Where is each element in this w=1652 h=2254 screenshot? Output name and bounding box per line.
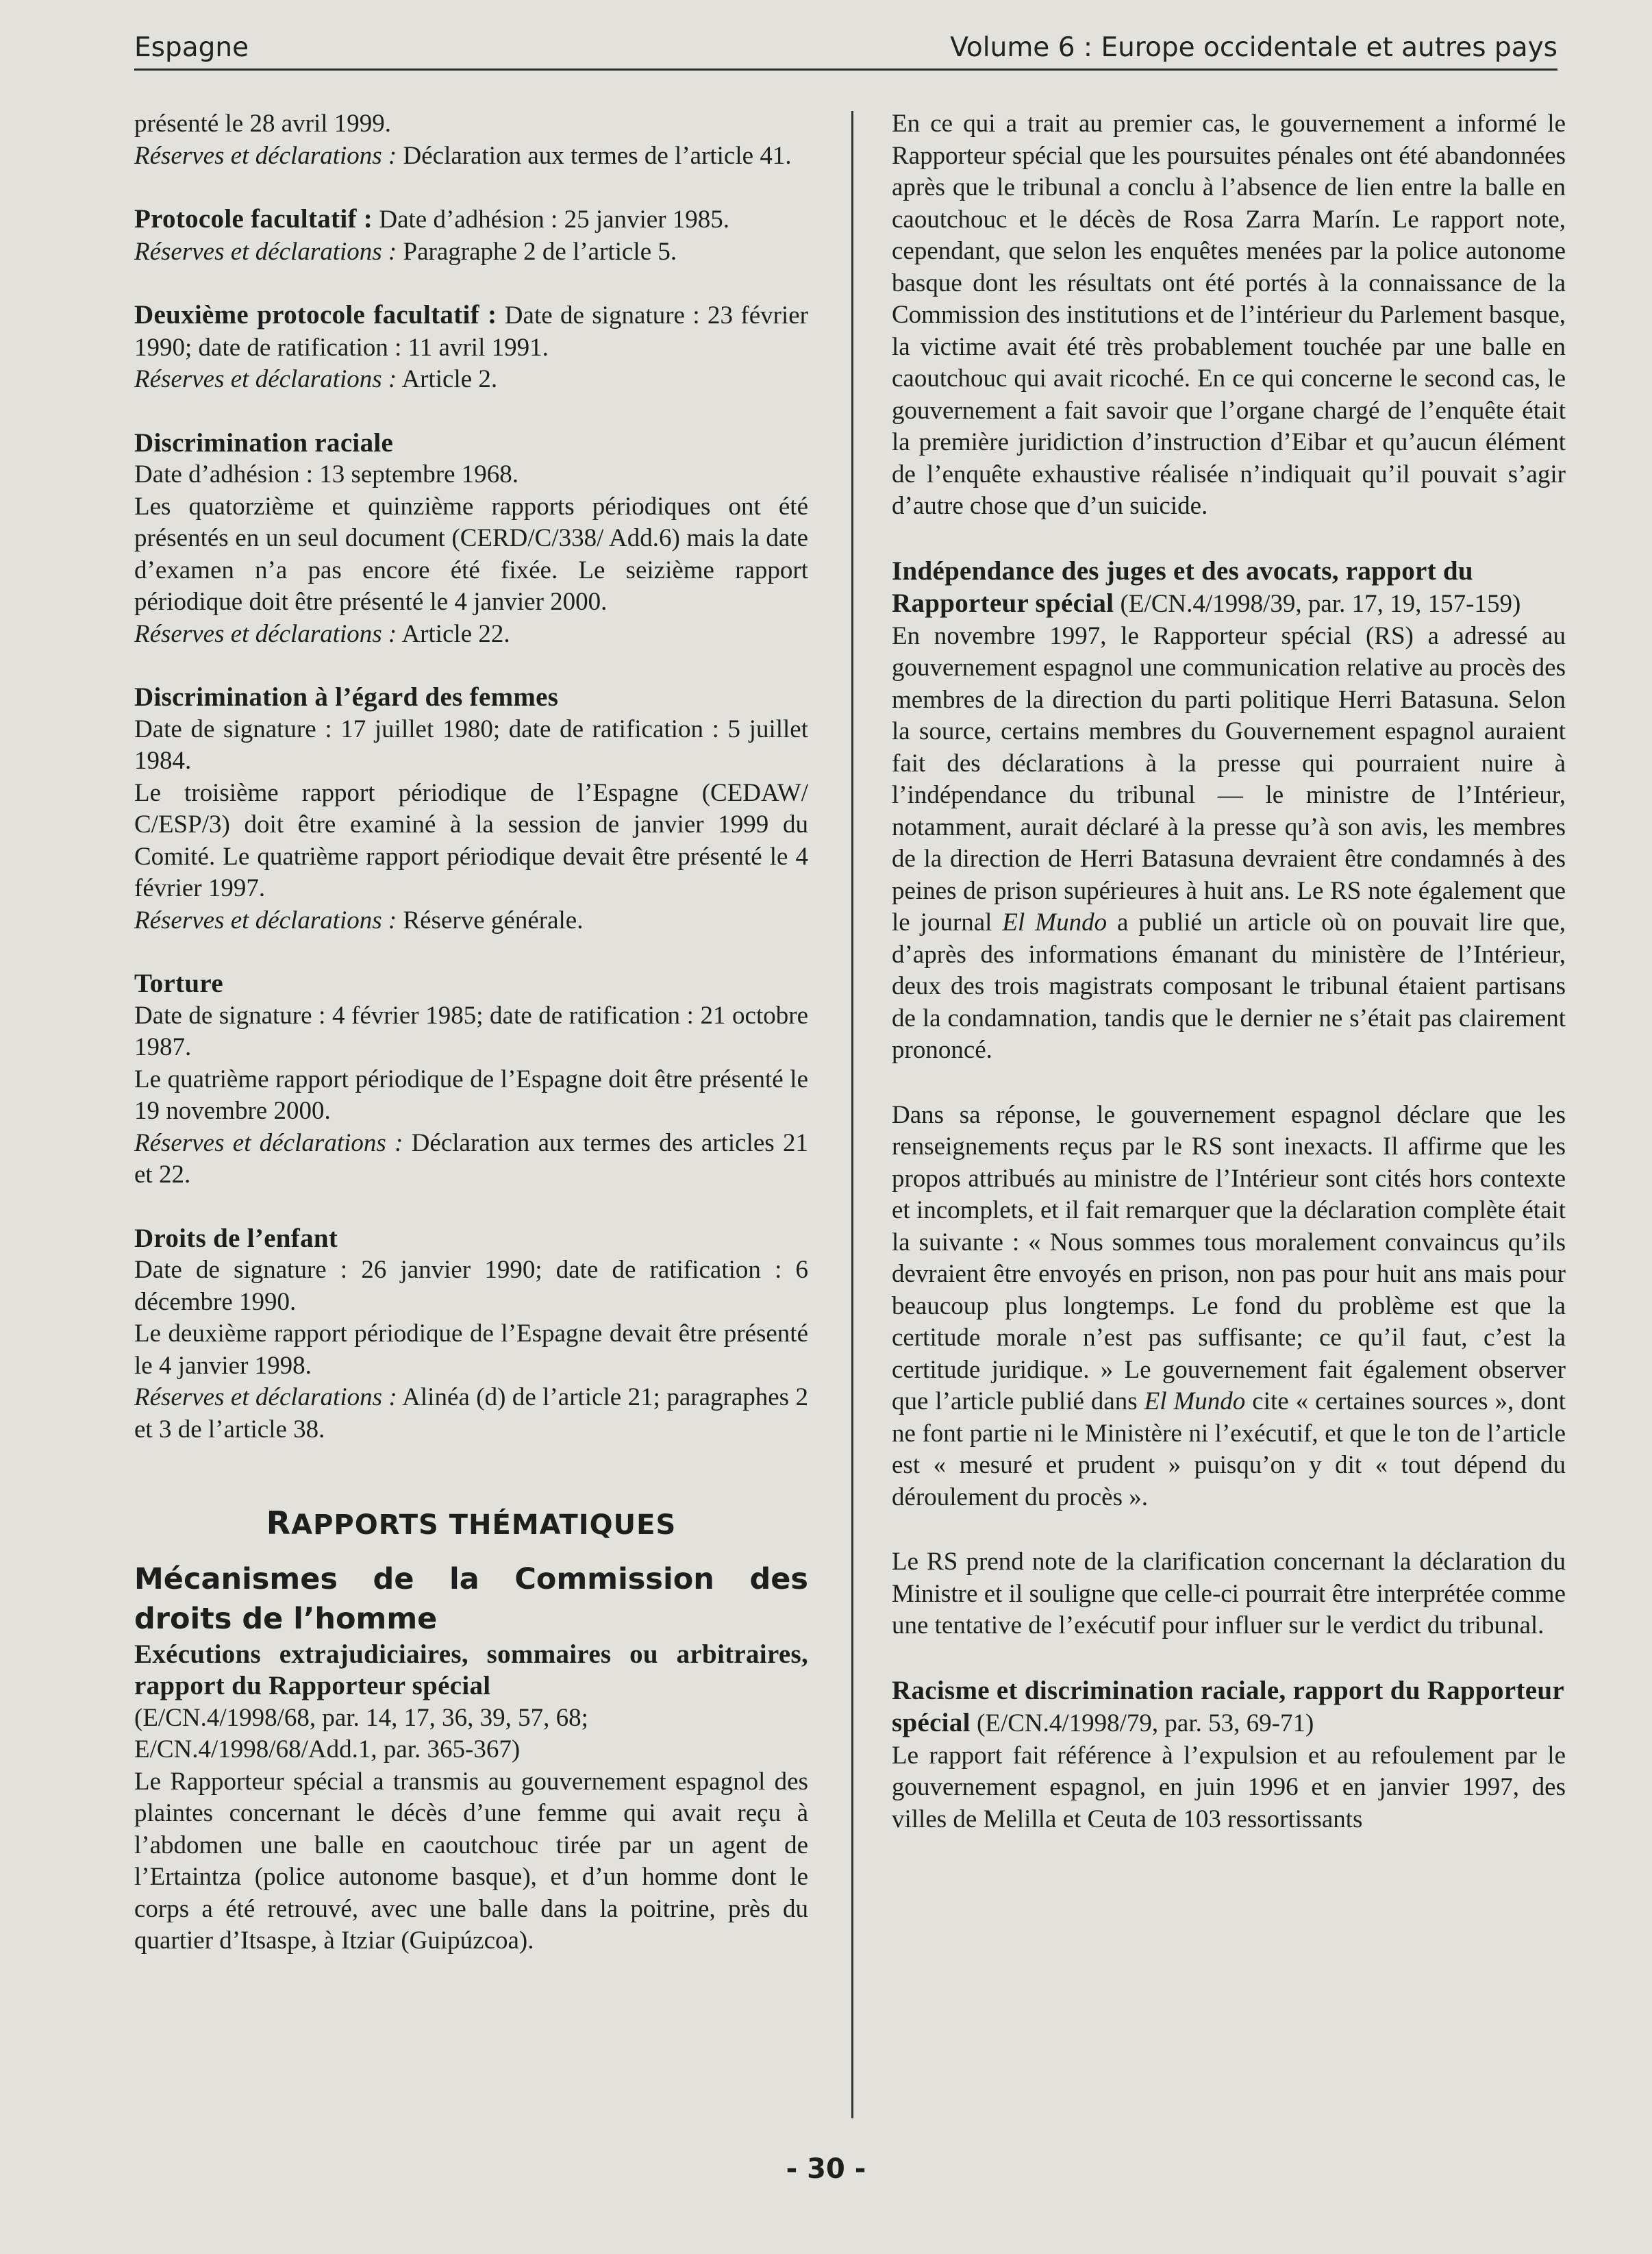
- independance-ref: (E/CN.4/1998/39, par. 17, 19, 157-159): [1114, 590, 1521, 618]
- reserves-label: Réserves et déclarations :: [134, 1383, 397, 1411]
- executions-text: Le Rapporteur spécial a transmis au gouvernement espagnol des plaintes concernant le décès d’une femme qui avait reçu à l’abdomen une balle en caoutchouc tirée par un agent de l’Ertaintza (police autonome basque), et d’un homme dont le corps a été retrouvé, avec une balle dans la poitrine, près du quartier d’Itsaspe, à Itziar (Guipúzcoa).: [134, 1767, 808, 1955]
- adhesion-date: Date d’adhésion : 13 septembre 1968.: [134, 460, 519, 488]
- intro-section: [134, 108, 808, 172]
- protocole-section: [134, 203, 808, 268]
- executions-title: Exécutions extrajudiciaires, sommaires ou arbitraires, rapport du Rapporteur spécial: [134, 1639, 808, 1700]
- reserves-text: Réserve générale.: [397, 906, 584, 934]
- paragraph-clarification: Le RS prend note de la clarification concernant la déclaration du Ministre et il souligne que celle-ci pourrait être interprétée comme une tentative de l’exécutif pour influer sur le verdict du tribunal.: [892, 1548, 1566, 1639]
- racisme-text: Le rapport fait référence à l’expulsion et au refoulement par le gouvernement espagnol, en juin 1996 et en janvier 1997, des villes de Melilla et Ceuta de 103 ressortissants: [892, 1741, 1566, 1833]
- racisme-ref: (E/CN.4/1998/79, par. 53, 69-71): [970, 1709, 1314, 1737]
- racisme-title: Racisme et discrimination raciale, rapport du Rapporteur spécial: [892, 1675, 1564, 1737]
- protocole-title: Protocole facultatif :: [134, 204, 373, 234]
- left-column: [134, 108, 808, 1957]
- column-divider: [851, 111, 853, 2118]
- deuxieme-protocole-section: [134, 299, 808, 396]
- signature-dates: Date de signature : 17 juillet 1980; date de ratification : 5 juillet 1984.: [134, 715, 808, 775]
- reserves-label: Réserves et déclarations :: [134, 619, 397, 648]
- reserves-label: Réserves et déclarations :: [134, 365, 397, 393]
- discrimination-femmes-title: Discrimination à l’égard des femmes: [134, 682, 559, 712]
- reponse-text-b: cite « certaines sources », dont ne font partie ni le Ministère ni l’exécutif, et que le ton de l’article est « mesuré et prudent » puisqu’on y dit « tout dépend du déroulement du procès ».: [892, 1387, 1566, 1511]
- reponse-text-a: Dans sa réponse, le gouvernement espagnol déclare que les renseignements reçus par le RS sont inexacts. Il affirme que les propos attribués au ministre de l’Intérieur sont cités hors contexte et incomplets, et il fait remarquer que la déclaration complète était la suivante : « Nous sommes tous moralement convaincus qu’ils devraient être envoyés en prison, non pas pour huit ans mais pour beaucoup plus longtemps. Le fond du problème est que la certitude morale n’est pas suffisante; ce qu’il faut, c’est la certitude juridique. » Le gouvernement fait également observer que l’article publié dans: [892, 1100, 1566, 1415]
- reserves-label: Réserves et déclarations :: [134, 237, 397, 266]
- discrimination-femmes-section: [134, 682, 808, 937]
- independance-text-b: a publié un article où on pouvait lire que, d’après des informations émanant du ministère de l’Intérieur, deux des trois magistrats composant le tribunal étaient partisans de la condamnation, tandis que le dernier ne s’était pas clairement prononcé.: [892, 908, 1566, 1064]
- header-country: Espagne: [134, 32, 249, 63]
- independance-section: [892, 556, 1566, 1067]
- rapports-text: Le quatrième rapport périodique de l’Espagne doit être présenté le 19 novembre 2000.: [134, 1065, 808, 1125]
- enfant-section: [134, 1223, 808, 1446]
- signature-dates: Date de signature : 26 janvier 1990; date de ratification : 6 décembre 1990.: [134, 1256, 808, 1316]
- executions-ref: (E/CN.4/1998/68, par. 14, 17, 36, 39, 57, 68; E/CN.4/1998/68/Add.1, par. 365-367): [134, 1703, 588, 1763]
- reserves-label: Réserves et déclarations :: [134, 906, 397, 934]
- journal-name: El Mundo: [1002, 908, 1107, 937]
- intro-line: présenté le 28 avril 1999.: [134, 110, 392, 138]
- deuxieme-protocole-dates: Date de signature : 23 février 1990; date de ratification : 11 avril 1991.: [134, 301, 808, 362]
- independance-text: [892, 621, 1566, 1067]
- discrimination-raciale-title: Discrimination raciale: [134, 428, 394, 458]
- signature-dates: Date de signature : 4 février 1985; date de ratification : 21 octobre 1987.: [134, 1001, 808, 1061]
- reserves-text: Alinéa (d) de l’article 21; paragraphes 2 et 3 de l’article 38.: [134, 1383, 809, 1444]
- page-number: - 30 -: [786, 2153, 866, 2185]
- journal-name: El Mundo: [1144, 1387, 1246, 1415]
- paragraph-reponse: [892, 1100, 1566, 1514]
- rapports-thematiques-title: [134, 1504, 808, 1541]
- reserves-text: Déclaration aux termes de l’article 41.: [397, 141, 792, 170]
- rapports-title-initial: R: [266, 1504, 292, 1541]
- rapports-text: Le deuxième rapport périodique de l’Espagne devait être présenté le 4 janvier 1998.: [134, 1320, 808, 1380]
- racisme-section: [892, 1675, 1566, 1836]
- reserves-text: Article 2.: [397, 365, 498, 393]
- torture-section: [134, 968, 808, 1191]
- discrimination-raciale-section: [134, 428, 808, 651]
- reserves-text: Article 22.: [397, 619, 510, 648]
- paragraph-premier-cas: En ce qui a trait au premier cas, le gouvernement a informé le Rapporteur spécial que les poursuites pénales ont été abandonnées après que le tribunal a conclu à l’absence de lien entre la balle en caoutchouc et le décès de Rosa Zarra Marín. Le rapport note, cependant, que selon les enquêtes menées par la police autonome basque dont les résultats ont été portés à la connaissance de la Commission des institutions et de l’intérieur du Parlement basque, la victime avait été très probablement touchée par une balle en caoutchouc qui avait ricoché. En ce qui concerne le second cas, le gouvernement a fait savoir que l’organe chargé de l’enquête était la première juridiction d’instruction d’Eibar et qu’aucun élément de l’enquête exhaustive réalisée n’indiquait qu’il pouvait s’agir d’autre chose que d’un suicide.: [892, 110, 1566, 520]
- reserves-text: Paragraphe 2 de l’article 5.: [397, 237, 677, 266]
- rapports-title-rest: APPORTS THÉMATIQUES: [291, 1509, 677, 1541]
- rapports-text: Les quatorzième et quinzième rapports périodiques ont été présentés en un seul document (CERD/C/338/ Add.6) mais la date d’examen n’a pas encore été fixée. Le seizième rapport périodique doit être présenté le 4 janvier 2000.: [134, 492, 808, 616]
- reserves-label: Réserves et déclarations :: [134, 1128, 403, 1157]
- independance-text-a: En novembre 1997, le Rapporteur spécial (RS) a adressé au gouvernement espagnol une communication relative au procès des membres de la direction du parti politique Herri Batasuna. Selon la source, certains membres du Gouvernement espagnol auraient fait des déclarations à la presse qui pourraient nuire à l’indépendance du tribunal — le ministre de l’Intérieur, notamment, aurait déclaré à la presse qu’à son avis, les membres de la direction de Herri Batasuna devraient être condamnés à des peines de prison supérieures à huit ans. Le RS note également que le journal: [892, 621, 1566, 937]
- reserves-label: Réserves et déclarations :: [134, 141, 397, 170]
- protocole-date: Date d’adhésion : 25 janvier 1985.: [373, 206, 730, 234]
- enfant-title: Droits de l’enfant: [134, 1223, 338, 1253]
- page-header: [134, 27, 1557, 71]
- right-column: [892, 108, 1566, 1835]
- header-volume: Volume 6 : Europe occidentale et autres pays: [950, 32, 1557, 63]
- executions-section: [134, 1639, 808, 1957]
- deuxieme-protocole-title: Deuxième protocole facultatif :: [134, 300, 497, 330]
- rapports-text: Le troisième rapport périodique de l’Espagne (CEDAW/ C/ESP/3) doit être examiné à la session de janvier 1999 du Comité. Le quatrième rapport périodique devait être présenté le 4 février 1997.: [134, 778, 808, 902]
- mecanismes-title: Mécanismes de la Commission des droits de l’homme: [134, 1561, 808, 1636]
- torture-title: Torture: [134, 969, 223, 998]
- reserves-text: Déclaration aux termes des articles 21 et 22.: [134, 1128, 808, 1189]
- independance-title: Indépendance des juges et des avocats, rapport du Rapporteur spécial: [892, 556, 1473, 618]
